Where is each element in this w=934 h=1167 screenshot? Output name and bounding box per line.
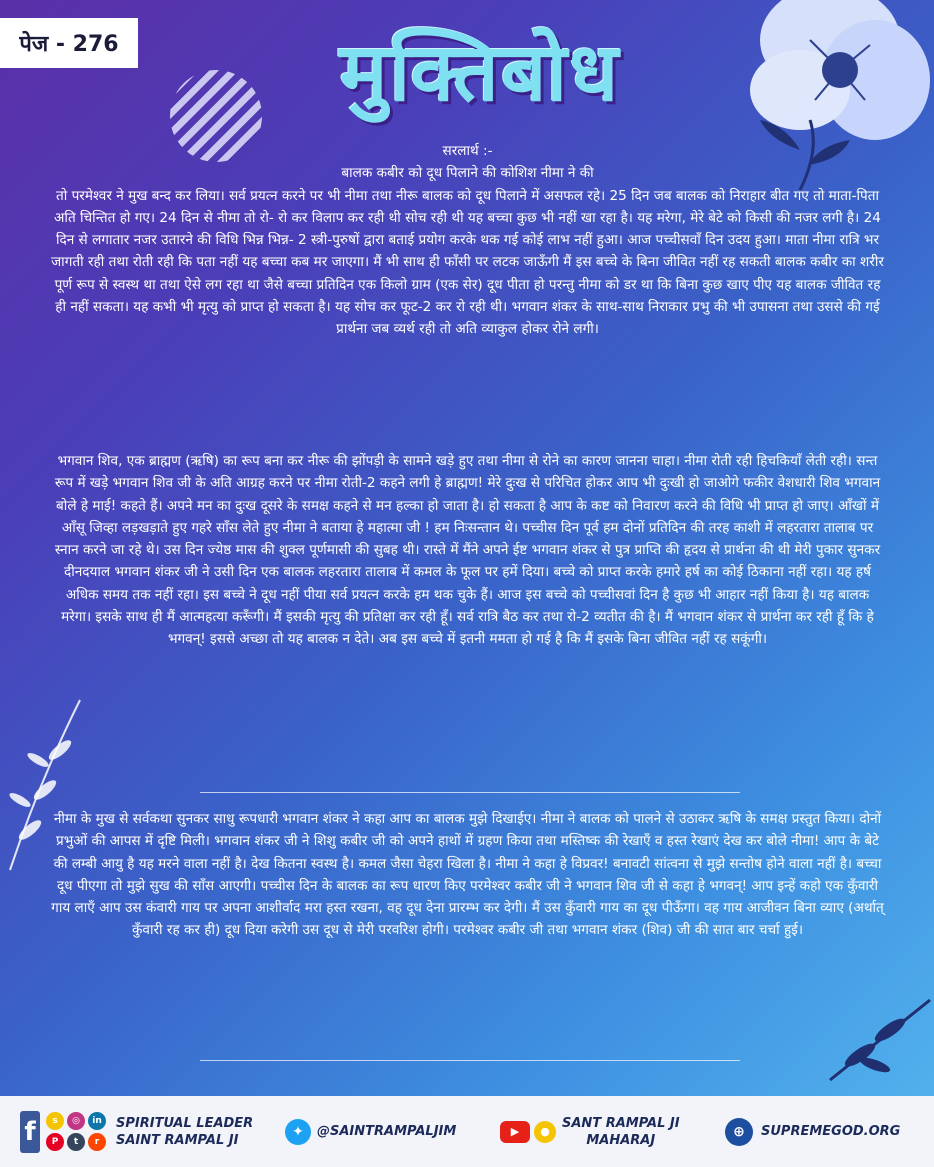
facebook-icon[interactable]: f: [20, 1111, 40, 1153]
youtube-icon: ▶: [500, 1121, 530, 1143]
social-footer: [0, 1096, 934, 1167]
website-url: SUPREMEGOD.ORG: [761, 1124, 901, 1139]
section-1-subheading: बालक कबीर को दूध पिलाने की कोशिश नीमा ने की: [341, 165, 594, 182]
tumblr-icon[interactable]: t: [67, 1133, 85, 1151]
youtube-channel-link[interactable]: [500, 1096, 725, 1167]
section-3-body: नीमा के मुख से सर्वकथा सुनकर साधु रूपधारी भगवान शंकर ने कहा आप का बालक मुझे दिखाईए। नीमा ने बालक को पालने से उठाकर ऋषि के समक्ष प्रस्तुत किया। दोनों प्रभुओं की आपस में दृष्टि मिली। भगवान शंकर जी ने शिशु कबीर जी को अपने हाथों में ग्रहण किया तथा मस्तिष्क की रेखाएँ व हस्त रेखाएं देख कर बोले नीमा! आप के बेटे की लम्बी आयु है यह मरने वाला नहीं है। देख कितना स्वस्थ है। कमल जैसा चेहरा खिला है। नीमा ने कहा हे विप्रवर! बनावटी सांत्वना से मुझे सन्तोष होने वाला नहीं है। बच्चा दूध पीएगा तो मुझे सुख की साँस आएगी। पच्चीस दिन के बालक का रूप धारण किए परमेश्वर कबीर जी ने भगवान शिव जी से कहा हे भगवन्! आप इन्हें कहो एक कुँवारी गाय लाएँ आप उस कंवारी गाय पर अपना आशीर्वाद मरा हस्त रखना, वह दूध देना प्रारम्भ कर देगी। मैं उस कुँवारी गाय का दूध पीऊँगा। वह गाय आजीवन बिना व्याए (अर्थात् कुँवारी रह कर ही) दूध दिया करेगी उस दूध से मेरी परवरिश होगी। परमेश्वर कबीर जी तथा भगवान शंकर (शिव) जी की सात बार चर्चा हुई।: [51, 811, 884, 939]
youtube-line-2: MAHARAJ: [586, 1132, 656, 1148]
section-2-body: भगवान शिव, एक ब्राह्मण (ऋषि) का रूप बना कर नीरू की झोंपड़ी के सामने खड़े हुए तथा नीमा से रोने का कारण जानना चाहा। नीमा रोती रही हिचकियाँ लेती रही। सन्त रूप में खड़े भगवान शिव जी के अति आग्रह करने पर नीमा रोती-2 कहने लगी हे ब्राह्मण! मेरे दुःख से परिचित होकर आप भी दुःखी हो जाओगे फकीर वेशधारी शिव भगवान बोले हे माई! कहते हैं। अपने मन का दुःख दूसरे के समक्ष कहने से मन हल्का हो जाता है। हो सकता है आप के कष्ट को निवारण करने की विधि भी प्राप्त हो जाए। आँखों में आँसू जिव्हा लड़खड़ाते हुए गहरे साँस लेते हुए नीमा ने बताया हे महात्मा जी ! हम निःसन्तान थे। पच्चीस दिन पूर्व हम दोनों प्रतिदिन की तरह काशी में लहरतारा तालाब पर स्नान करने जा रहे थे। उस दिन ज्येष्ठ मास की शुक्ल पूर्णमासी की सुबह थी। रास्ते में मैंने अपने ईष्ट भगवान शंकर से पुत्र प्राप्ति की हृदय से प्रार्थना की थी मेरी पुकार सुनकर दीनदयाल भगवान शंकर जी ने उसी दिन एक बालक लहरतारा तालाब में कमल के फूल पर हमें दिया। बच्चे को प्राप्त करके हमारे हर्ष का कोई ठिकाना नहीं रहा। यह हर्ष अधिक समय तक नहीं रहा। इस बच्चे ने दूध नहीं पीया सर्व प्रयत्न करके हम थक चुके हैं। आज इस बच्चे को पच्चीसवां दिन है कुछ भी आहार नहीं किया है। यह बालक मरेगा। इसके साथ ही मैं आत्महत्या करूँगी। मैं इसकी मृत्यु की प्रतिक्षा कर रही हूँ। सर्व रात्रि बैठ कर तथा रो-2 व्यतीत की है। मैं भगवान शंकर से प्रार्थना कर रही हूँ कि हे भगवन्! इससे अच्छा तो यह बालक न देते। अब इस बच्चे में इतनी ममता हो गई है कि मैं इसके बिना जीवित नहीं रह सकूंगी।: [54, 453, 881, 648]
twitter-handle: @SAINTRAMPALJIM: [317, 1124, 457, 1139]
twitter-handle-link[interactable]: [285, 1096, 500, 1167]
section-1-heading: सरलार्थ :-: [442, 143, 493, 159]
snapchat-icon[interactable]: s: [46, 1112, 64, 1130]
section-3: [50, 808, 885, 942]
leader-line-2: SAINT RAMPAL JI: [116, 1132, 239, 1148]
section-1: [50, 140, 885, 341]
reddit-icon[interactable]: r: [88, 1133, 106, 1151]
leader-line-1: SPIRITUAL LEADER: [116, 1115, 254, 1131]
bottom-divider: [200, 1060, 740, 1061]
instagram-icon[interactable]: ◎: [67, 1112, 85, 1130]
leaf-decoration-bottom-right: [820, 980, 934, 1090]
page-number-badge: पेज - 276: [0, 18, 138, 68]
globe-icon: ⊕: [725, 1118, 753, 1146]
page-title: मुक्तिबोध: [339, 26, 621, 119]
pinterest-icon[interactable]: P: [46, 1133, 64, 1151]
section-1-body: तो परमेश्वर ने मुख बन्द कर लिया। सर्व प्रयत्न करने पर भी नीमा तथा नीरू बालक को दूध पिलाने में असफल रहे। 25 दिन जब बालक को निराहार बीत गए तो माता-पिता अति चिन्तित हो गए। 24 दिन से नीमा तो रो- रो कर विलाप कर रही थी सोच रही थी यह बच्चा कुछ भी नहीं खा रहा है। यह मरेगा, मेरे बेटे को किसी की नजर लगी है। 24 दिन से लगातार नजर उतारने की विधि भिन्न भिन्न- 2 स्त्री-पुरुषों द्वारा बताई प्रयोग करके थक गई कोई लाभ नहीं हुआ। आज पच्चीसवाँ दिन उदय हुआ। माता नीमा रात्रि भर जागती रही तथा रोती रही कि पता नहीं यह बच्चा कब मर जाएगा। मैं भी साथ ही फाँसी पर लटक जाऊँगी मैं इस बच्चे के बिना जीवित नहीं रह सकती बालक कबीर का शरीर पूर्ण रूप से स्वस्थ था तथा ऐसे लग रहा था जैसे बच्चा प्रतिदिन एक किलो ग्राम (एक सेर) दूध पीता हो परन्तु नीमा को डर था कि बिना कुछ खाए पीए यह बालक जीवित रह ही नहीं सकता। यह कभी भी मृत्यु को प्राप्त हो सकता है। यह सोच कर फूट-2 कर रो रही थी। भगवान शंकर के साथ-साथ निराकार प्रभु की भी उपासना तथा उससे की गई प्रार्थना जब व्यर्थ रही तो अति व्याकुल होकर रोने लगी।: [51, 187, 884, 338]
website-link[interactable]: [725, 1096, 930, 1167]
section-2: [50, 450, 885, 651]
bird-icon: ●: [534, 1121, 556, 1143]
section-divider: [200, 792, 740, 793]
linkedin-icon[interactable]: in: [88, 1112, 106, 1130]
youtube-line-1: SANT RAMPAL JI: [562, 1115, 680, 1131]
twitter-icon: ✦: [285, 1119, 311, 1145]
